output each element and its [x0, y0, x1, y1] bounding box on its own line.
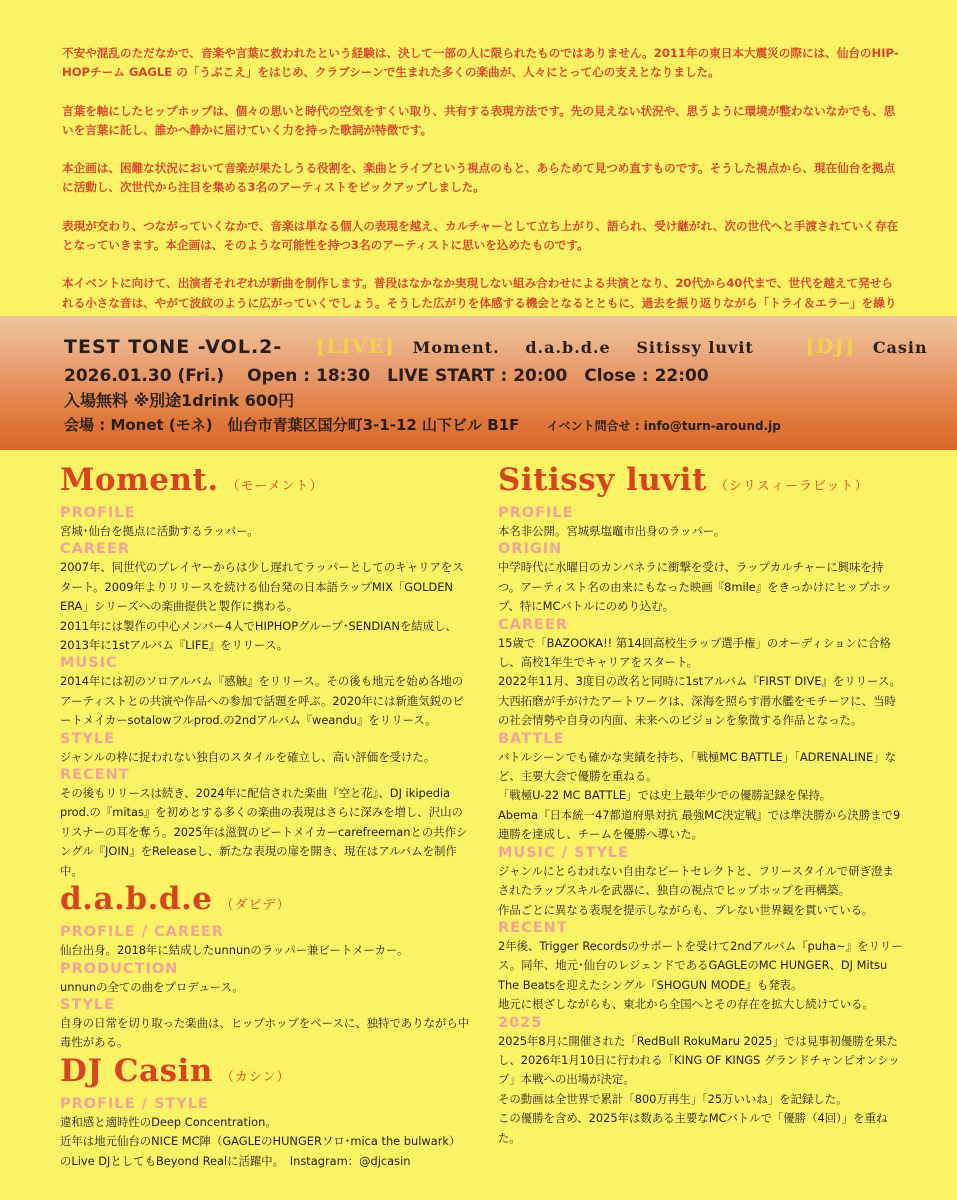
section-label: BATTLE [498, 730, 565, 747]
section-text: 2022年11月、3度目の改名と同時に1stアルバム『FIRST DIVE』をリリース。 [498, 674, 902, 689]
event-price: 入場無料 ※別途1drink 600円 [64, 391, 295, 410]
section-text: その後もリリースは続き、2024年に配信された楽曲『空と花』、DJ ikipedia prod.の『mitas』を初めとする多くの楽曲の表現はさらに深みを増し、沢山のリスナーの耳を奪う。2025年は滋賀のビートメイカーcarefreemanとの共作シングル『JOIN』をReleaseし、新たな表現の扉を開き、現在はアルバムを制作中。 [60, 786, 468, 878]
section-text: 「戦極U-22 MC BATTLE」では史上最年少での優勝記録を保持。 [498, 788, 832, 803]
artist-name: DJ Casin （カシン） [60, 1052, 291, 1089]
intro-paragraph: 不安や混乱のただなかで、音楽や言葉に救われたという経験は、決して一部の人に限られたものではありません。2011年の東日本大震災の際には、仙台のHIP-HOPチーム GAGLE の「うぶこえ」をはじめ、クラブシーンで生まれた多くの楽曲が、人々にとって心の支えとなりました。 [62, 46, 899, 80]
dj-label: [DJ] [805, 334, 856, 358]
intro-paragraph: 本企画は、困難な状況において音楽が果たしうる役割を、楽曲とライブという視点のもと、あらためて見つめ直すものです。そうした視点から、現在仙台を拠点に活動し、次世代から注目を集める3名のアーティストをピックアップしました。 [62, 161, 896, 195]
section-text: 地元に根ざしながらも、東北から全国へとその存在を拡大し続けている。 [498, 997, 874, 1012]
event-title: TEST TONE -VOL.2- [64, 336, 283, 358]
section-label: MUSIC / STYLE [498, 844, 630, 861]
section-text: 2年後、Trigger Recordsのサポートを受けて2ndアルバム『puha~』をリリース。同年、地元･仙台のレジェンドであるGAGLEのMC HUNGER、DJ Mitsu The Beatsを迎えたシングル『SHOGUN MODE』も発表。 [498, 938, 903, 992]
section-text: ジャンルにとらわれない自由なビートセレクトと、フリースタイルで研ぎ澄まされたラップスキルを武器に、独自の視点でヒップホップを再構築。 [498, 863, 894, 898]
act-name: d.a.b.d.e [525, 338, 611, 357]
section-text: 違和感と適時性のDeep Concentration。 [60, 1114, 277, 1129]
section-label: CAREER [60, 541, 131, 558]
section-label: PROFILE / CAREER [60, 924, 224, 941]
section-label: RECENT [498, 919, 568, 936]
section-text: バトルシーンでも確かな実績を持ち、「戦極MC BATTLE」「ADRENALINE」など、主要大会で優勝を重ねる。 [498, 749, 897, 784]
section-text: Abema『日本統一47都道府県対抗 最強MC決定戦』では準決勝から決勝まで9連勝を達成し、チームを優勝へ導いた。 [498, 807, 901, 842]
section-label: 2025 [498, 1014, 543, 1031]
dj-name: Casin [872, 338, 928, 357]
section-label: PRODUCTION [60, 960, 179, 977]
event-info-band [0, 316, 957, 450]
section-label: STYLE [60, 730, 115, 747]
section-text: 15歳で「BAZOOKA!! 第14回高校生ラップ選手権」のオーディションに合格し、高校1年生でキャリアをスタート。 [498, 635, 891, 670]
section-text: 大西拓磨が手がけたアートワークは、深海を照らす潜水艦をモチーフに、当時の社会情勢や自身の内面、未来へのビジョンを象徴する作品となった。 [498, 693, 896, 728]
section-label: PROFILE [60, 505, 136, 521]
artist-name: d.a.b.d.e （ダビデ） [60, 881, 291, 918]
event-headline [64, 334, 946, 358]
section-text: 2014年には初のソロアルバム『感触』をリリース。その後も地元を始め各地のアーティストとの共演や作品への参加で話題を呼ぶ。2020年には新進気鋭のビートメイカーsotalowフルprod.の2ndアルバム『weandu』をリリース。 [60, 674, 464, 728]
section-label: ORIGIN [498, 541, 563, 558]
intro-paragraph: 言葉を軸にしたヒップホップは、個々の思いと時代の空気をすくい取り、共有する表現方法です。先の見えない状況や、思うように環境が整わないなかでも、思いを言葉に託し、誰かへ静かに届けていく力を持った歌詞が特徴です。 [62, 103, 896, 137]
section-label: PROFILE [498, 505, 574, 521]
artist-kana: （ダビデ） [220, 898, 291, 914]
section-text: 2007年、同世代のプレイヤーからは少し遅れてラッパーとしてのキャリアをスタート。2009年よりリリースを続ける仙台発の日本語ラップMIX「GOLDEN ERA」シリーズへの楽曲提供と製作に携わる。 [60, 560, 464, 614]
section-text: 2025年8月に開催された「RedBull RokuMaru 2025」では見事初優勝を果たし、2026年1月10日に行われる「KING OF KINGS グランドチャンピオンシップ」本戦への出場が決定。 [498, 1033, 900, 1087]
section-label: STYLE [60, 996, 115, 1013]
event-venue-line [64, 414, 781, 435]
intro-paragraph: 本イベントに向けて、出演者それぞれが新曲を制作します。普段はなかなか実現しない組み合わせによる共演となり、20代から40代まで、世代を越えて発せられる小さな音は、やがて波紋のように広がっていくでしょう。そうした広がりを体感する機会となるとともに、過去を振り返りながら「トライ＆エラー」を繰り [62, 276, 897, 310]
right-column [498, 462, 903, 1148]
section-text: 2011年には製作の中心メンバー4人でHIPHOPグループ･SENDIANを結成し、2013年に1stアルバム『LIFE』をリリース。 [60, 618, 457, 653]
artist-kana: （シリスィーラビット） [714, 479, 869, 494]
left-column [60, 462, 470, 1171]
event-venue: 会場 : Monet (モネ) 仙台市青葉区国分町3-1-12 山下ビル B1F [64, 416, 520, 434]
intro-paragraph: 表現が交わり、つながっていくなかで、音楽は単なる個人の表現を越え、カルチャーとして立ち上がり、語られ、受け継がれ、次の世代へと手渡されていく存在となっていきます。本企画は、そのような可能性を持つ3名のアーティストに思いを込めたものです。 [62, 218, 899, 253]
section-text: 本名非公開。宮城県塩竈市出身のラッパー。 [498, 524, 726, 538]
intro-text [62, 44, 904, 351]
section-text: 中学時代に水曜日のカンパネラに衝撃を受け、ラップカルチャーに興味を持つ。アーティスト名の由来にもなった映画『8mile』をきっかけにヒップホップ、特にMCバトルにのめり込む。 [498, 560, 893, 614]
section-text: 自身の日常を切り取った楽曲は、ヒップホップをベースに、独特でありながら中毒性がある。 [60, 1015, 470, 1050]
section-text: その動画は全世界で累計「800万再生」「25万いいね」を記録した。 [498, 1091, 848, 1106]
section-text: 作品ごとに異なる表現を提示しながらも、ブレない世界観を貫いている。 [498, 902, 874, 917]
section-text: この優勝を含め、2025年は数ある主要なMCバトルで「優勝（4回）」を重ねた。 [498, 1111, 888, 1145]
event-datetime: 2026.01.30 (Fri.) Open : 18:30 LIVE START : 20:00 Close : 22:00 [64, 366, 709, 386]
artist-name: Moment. （モーメント） [60, 462, 324, 498]
section-label: PROFILE / STYLE [60, 1095, 209, 1112]
live-label: [LIVE] [315, 334, 395, 358]
section-label: CAREER [498, 616, 569, 633]
section-label: RECENT [60, 767, 130, 784]
section-label: MUSIC [60, 655, 118, 672]
act-name: Sitissy luvit [636, 338, 754, 357]
section-text: ジャンルの枠に捉われない独自のスタイルを確立し、高い評価を受けた。 [60, 749, 436, 764]
section-text: unnunの全ての曲をプロデュース。 [60, 979, 244, 994]
artist-kana: （カシン） [220, 1069, 291, 1085]
event-contact: イベント問合せ : info@turn-around.jp [546, 419, 781, 433]
section-text: 仙台出身。2018年に結成したunnunのラッパー兼ビートメーカー。 [60, 943, 409, 958]
section-text: 宮城･仙台を拠点に活動するラッパー。 [60, 524, 259, 538]
section-text: 近年は地元仙台のNICE MC陣（GAGLEのHUNGERソロ･mica the bulwark）のLive DJとしてもBeyond Realに活躍中。 Instagram：@djcasin [60, 1134, 461, 1168]
artist-kana: （モーメント） [226, 479, 324, 494]
artist-name: Sitissy luvit （シリスィーラビット） [498, 462, 869, 498]
act-name: Moment. [412, 338, 500, 357]
